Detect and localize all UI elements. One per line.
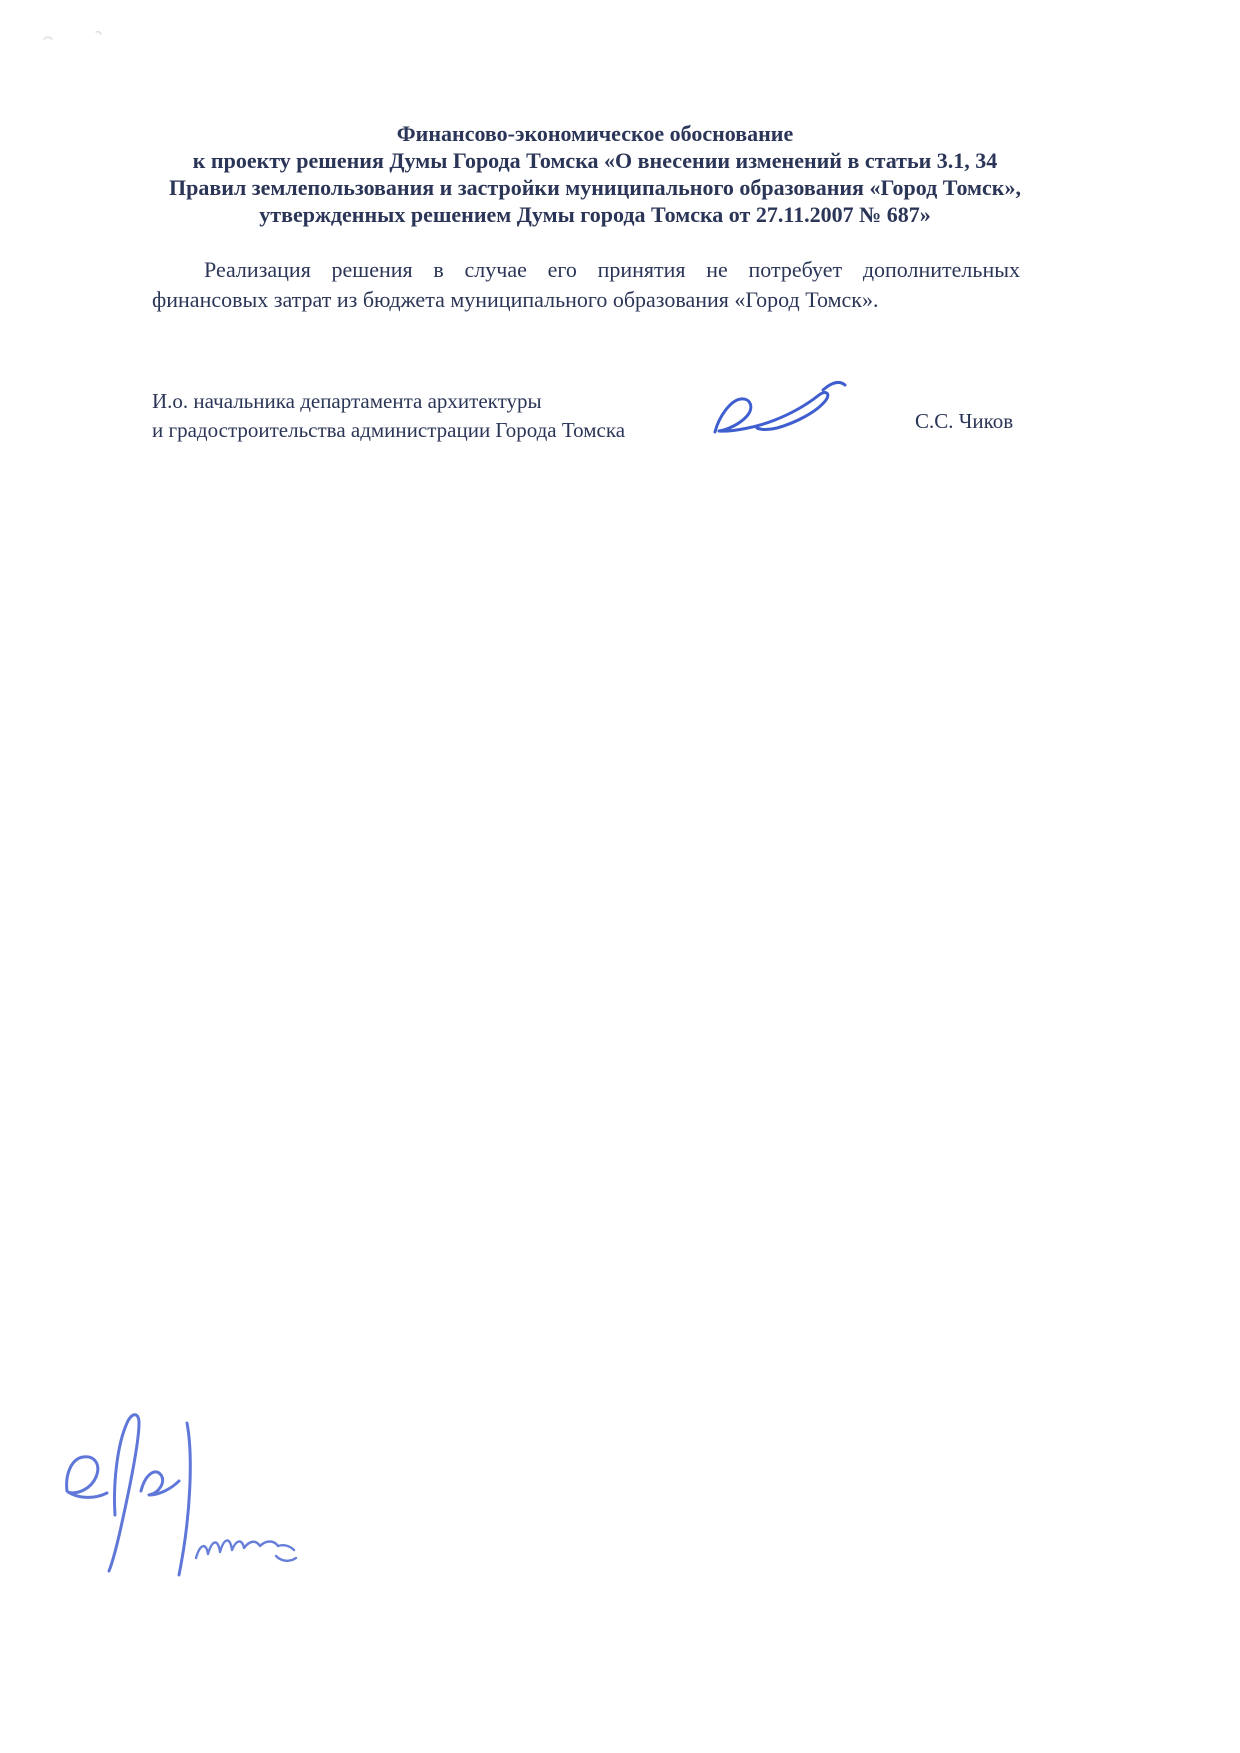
body-paragraph — [152, 255, 1020, 315]
document-title-block — [150, 120, 1040, 228]
signoff-position-title — [152, 387, 712, 445]
paragraph-line: Реализация решения в случае его принятия не потребует дополнительных — [204, 257, 1020, 282]
chikov-signature — [705, 378, 855, 448]
title-line: Финансово-экономическое обоснование — [396, 121, 794, 146]
paragraph-line: финансовых затрат из бюджета муниципального образования «Город Томск». — [152, 287, 879, 312]
signoff-position-line: И.о. начальника департамента архитектуры — [152, 389, 542, 413]
signer-name: С.С. Чиков — [915, 409, 1014, 433]
title-line: утвержденных решением Думы города Томска от 27.11.2007 № 687» — [259, 202, 931, 227]
title-line: Правил землепользования и застройки муниципального образования «Город Томск», — [169, 175, 1021, 200]
signoff-position-line: и градостроительства администрации Города Томска — [152, 418, 626, 442]
signature-scribble-small — [190, 1518, 302, 1570]
scan-artifact — [40, 25, 110, 45]
title-line: к проекту решения Думы Города Томска «О внесении изменений в статьи 3.1, 34 — [192, 148, 998, 173]
